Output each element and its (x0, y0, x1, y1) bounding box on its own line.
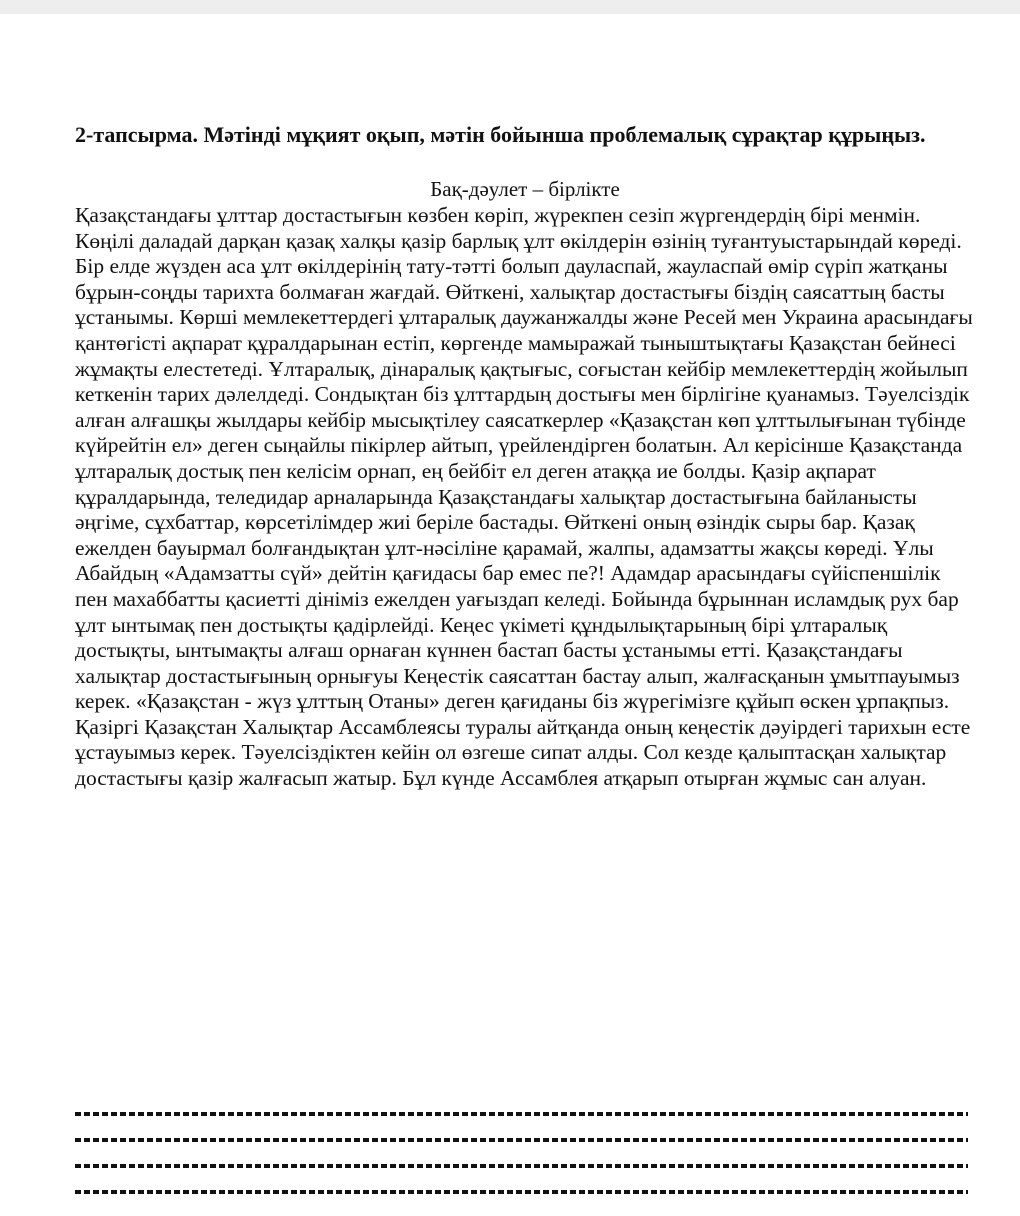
answer-line[interactable] (75, 1138, 968, 1142)
answer-line[interactable] (75, 1164, 968, 1168)
task-heading: 2-тапсырма. Мәтінді мұқият оқып, мәтін бойынша проблемалық сұрақтар құрыңыз. (75, 122, 926, 147)
text-title: Бақ-дәулет – бірлікте (430, 177, 620, 201)
answer-lines[interactable] (75, 1112, 968, 1216)
answer-line[interactable] (75, 1112, 968, 1116)
top-toolbar-strip (0, 0, 1020, 14)
body-text: Қазақстандағы ұлттар достастығын көзбен көріп, жүрекпен сезіп жүргендердің бірі менмін. Көңілі даладай дарқан қазақ халқы қазір барлық ұлт өкілдерін өзінің туғантуыстарындай көреді. Бір елде жүзден аса ұлт өкілдерінің тату-тәтті болып дауласпай, жауласпай өмір сүріп жатқаны бұрын-соңды тарихта болмаған жағдай. Өйткені, халықтар достастығы біздің саясаттың басты ұстанымы. Көрші мемлекеттердегі ұлтаралық даужанжалды және Ресей мен Украина арасындағы қантөгісті ақпарат құралдарынан естіп, көргенде мамыражай тыныштықтағы Қазақстан бейнесі жұмақты елестетеді. Ұлтаралық, дінаралық қақтығыс, соғыстан кейбір мемлекеттердің жойылып кеткенін тарих дәлелдеді. Сондықтан біз ұлттардың достығы мен бірлігіне қуанамыз. Тәуелсіздік алған алғашқы жылдары кейбір мысықтілеу саясаткерлер «Қазақстан көп ұлттылығынан түбінде күйрейтін ел» деген сыңайлы пікірлер айтып, үрейлендірген болатын. Ал керісінше Қазақстанда ұлтаралық достық пен келісім орнап, ең бейбіт ел деген атаққа ие болды. Қазір ақпарат құралдарында, теледидар арналарында Қазақстандағы халықтар достастығына байланысты әңгіме, сұхбаттар, көрсетілімдер жиі беріле бастады. Өйткені оның өзіндік сыры бар. Қазақ ежелден бауырмал болғандықтан ұлт-нәсіліне қарамай, жалпы, адамзатты жақсы көреді. Ұлы Абайдың «Адамзатты сүй» дейтін қағидасы бар емес пе?! Адамдар арасындағы сүйіспеншілік пен махаббатты қасиетті дініміз ежелден уағыздап келеді. Бойында бұрыннан исламдық рух бар ұлт ынтымақ пен достықты қадірлейді. Кеңес үкіметі құндылықтарының бірі ұлтаралық достықты, ынтымақты алғаш орнаған күннен бастап басты ұстанымы етті. Қазақстандағы халықтар достастығының орнығуы Кеңестік саясаттан бастау алып, жалғасқанын ұмытпауымыз керек. «Қазақстан - жүз ұлттың Отаны» деген қағиданы біз жүрегімізге құйып өскен ұрпақпыз. Қазіргі Қазақстан Халықтар Ассамблеясы туралы айтқанда оның кеңестік дәуірдегі тарихын есте ұстауымыз керек. Тәуелсіздіктен кейін ол өзгеше сипат алды. Сол кезде қалыптасқан халықтар достастығы қазір жалғасып жатыр. Бұл күнде Ассамблея атқарып отырған жұмыс сан алуан. (75, 203, 973, 791)
answer-line[interactable] (75, 1190, 968, 1194)
document-page (75, 120, 975, 792)
